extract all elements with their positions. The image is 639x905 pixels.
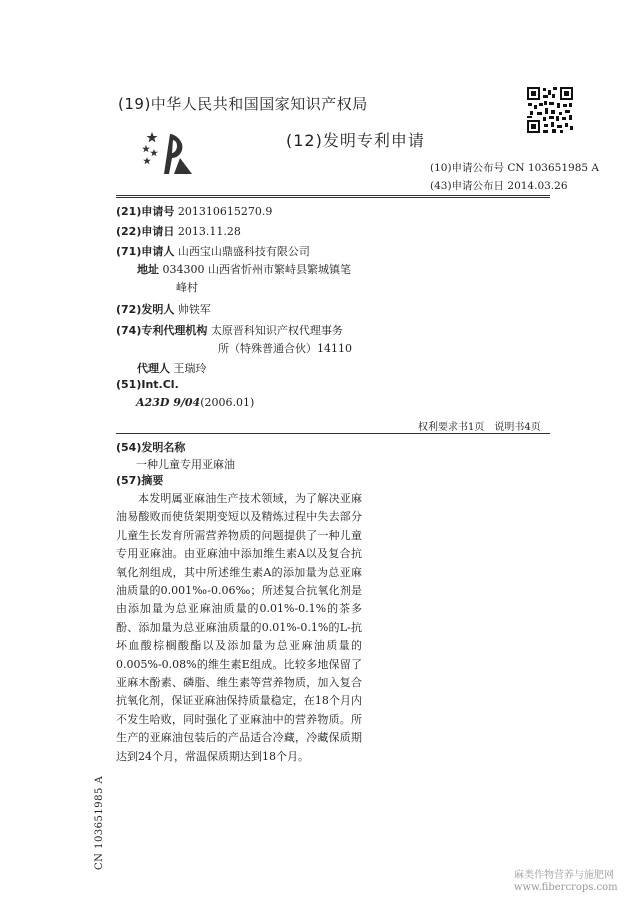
agent: 王瑞玲 (173, 362, 207, 375)
agency-label: (74)专利代理机构 (116, 324, 208, 337)
side-publication-number: CN 103651985 A (94, 775, 105, 870)
inventor: 帅铁军 (177, 303, 211, 316)
filing-date: 2013.11.28 (177, 225, 241, 238)
agency-line-2-text: 所（特殊普通合伙）14110 (218, 342, 352, 355)
agency-row (116, 322, 343, 338)
agency-line-2 (218, 340, 352, 356)
invention-title-text: 一种儿童专用亚麻油 (136, 458, 235, 471)
patent-office-emblem-icon (140, 128, 194, 176)
int-cl-classification (136, 396, 254, 409)
int-cl-label: (51)Int.Cl. (116, 378, 179, 391)
abstract-text: 本发明属亚麻油生产技术领域，为了解决亚麻油易酸败而使货架期变短以及精炼过程中失去部分儿童生长发育所需营养物质的问题提供了一种儿童专用亚麻油。由亚麻油中添加维生素A以及复合抗氧化剂组成，其中所述维生素A的添加量为总亚麻油质量的0.001‰-0.06‰；所述复合抗氧化剂是由添加量为总亚麻油质量的0.01%-0.1%的茶多酚、添加量为总亚麻油质量的0.01%-0.1%的L-抗坏血酸棕榈酸酯以及添加量为总亚麻油质量的0.005%-0.08%的维生素E组成。比较多地保留了亚麻木酚素、磷脂、维生素等营养物质，加入复合抗氧化剂，保证亚麻油保持质量稳定，在18个月内不发生哈败，同时强化了亚麻油中的营养物质。所生产的亚麻油包装后的产品适合冷藏，冷藏保质期达到24个月，常温保质期达到18个月。 (116, 492, 362, 763)
int-cl-version: (2006.01) (200, 396, 255, 409)
watermark-line-2: www.fibercrops.com (514, 882, 618, 893)
inventor-label: (72)发明人 (116, 303, 175, 316)
application-number: 201310615270.9 (177, 205, 273, 218)
address-line-2-text: 峰村 (176, 281, 198, 294)
application-number-row (116, 203, 272, 219)
page-count: 权利要求书1页 说明书4页 (418, 422, 541, 433)
title-label-row (116, 439, 185, 455)
title-label: (54)发明名称 (116, 441, 186, 454)
applicant: 山西宝山鼎盛科技有限公司 (177, 245, 310, 258)
inventor-row (116, 301, 211, 317)
qr-code-icon (526, 86, 574, 134)
applicant-row (116, 243, 310, 259)
int-cl-row (116, 378, 179, 391)
agent-label: 代理人 (137, 362, 170, 375)
abstract-label-row (116, 472, 163, 488)
address-label: 地址 (137, 263, 159, 276)
applicant-label: (71)申请人 (116, 245, 175, 258)
abstract-label: (57)摘要 (116, 474, 164, 487)
patent-office-name: (19)中华人民共和国国家知识产权局 (118, 95, 368, 113)
agency-line-1: 太原晋科知识产权代理事务 (210, 324, 343, 337)
address-line-1: 034300 山西省忻州市繁峙县繁城镇笔 (162, 263, 351, 276)
address-row (137, 261, 351, 277)
watermark (514, 870, 618, 894)
publication-date: (43)申请公布日 2014.03.26 (430, 180, 568, 192)
publication-number: (10)申请公布号 CN 103651985 A (430, 162, 599, 174)
header-divider (116, 195, 550, 198)
document-type: (12)发明专利申请 (286, 131, 425, 150)
agent-row (137, 360, 207, 376)
invention-title (136, 456, 235, 472)
application-number-label: (21)申请号 (116, 205, 175, 218)
abstract-divider (116, 433, 550, 434)
watermark-line-1: 麻类作物营养与施肥网 (514, 870, 614, 881)
address-line-2 (176, 279, 198, 295)
filing-date-label: (22)申请日 (116, 225, 175, 238)
filing-date-row (116, 223, 241, 239)
int-cl-code: A23D 9/04 (136, 396, 201, 409)
